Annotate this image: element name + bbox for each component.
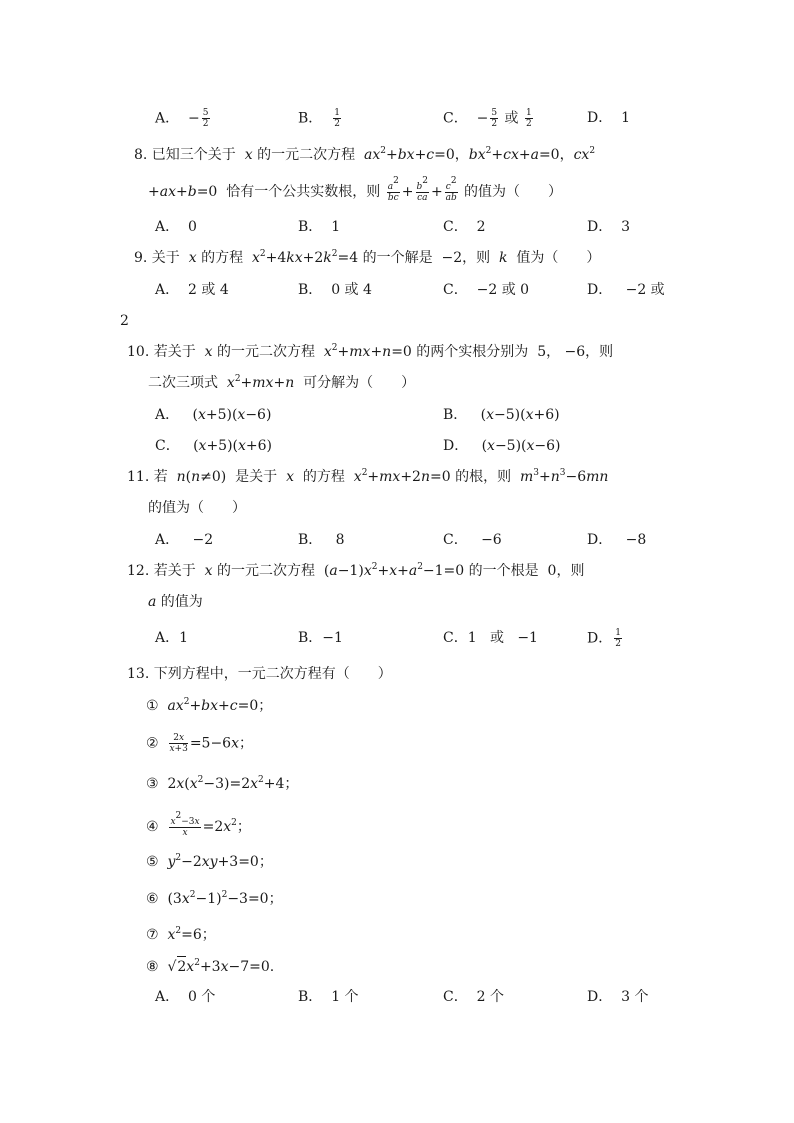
q9-option-b: B． 0 或 4 xyxy=(298,282,372,298)
q10-stem-line2: 二次三项式 $x^2+mx+n$ 可分解为（ ） xyxy=(148,374,416,391)
q13-item-1: ① $ax^2+bx+c=0$； xyxy=(146,697,273,714)
q13-stem: 13. 下列方程中，一元二次方程有（ ） xyxy=(127,666,392,682)
q11-option-d: D． −8 xyxy=(587,532,647,548)
q13-item-5: ⑤ $y^2-2xy+3=0$； xyxy=(146,853,273,870)
q10-option-d: D． (x−5)(x−6) xyxy=(443,438,561,454)
q9-option-c: C． −2 或 0 xyxy=(443,282,530,298)
q9-option-d-wrap: 2 xyxy=(120,313,129,329)
q13-option-c: C． 2 个 xyxy=(443,989,504,1005)
q12-stem-line2: a 的值为 xyxy=(148,594,203,610)
q7-option-b: B． $\frac{1}{2}$ xyxy=(298,108,340,129)
q8-option-d: D． 3 xyxy=(587,219,631,235)
q8-option-a: A． 0 xyxy=(155,219,197,235)
q13-option-b: B． 1 个 xyxy=(298,989,359,1005)
q11-option-c: C． −6 xyxy=(443,532,502,548)
q12-option-b: B．−1 xyxy=(298,630,343,646)
q13-item-6: ⑥ $(3x^2-1)^2-3=0$； xyxy=(146,890,283,907)
q12-option-a: A．1 xyxy=(155,630,189,646)
q13-item-7: ⑦ $x^2=6$； xyxy=(146,926,216,943)
q11-stem-line1: 11. 若 n(n≠0) 是关于 x 的方程 $x^2+mx+2n=0$ 的根，则 $m^3+n^3-6mn$ xyxy=(127,468,609,485)
q10-option-a: A． (x+5)(x−6) xyxy=(155,407,272,423)
q13-item-8: ⑧ $√2x^2+3x-7=0$. xyxy=(146,958,275,975)
q8-stem-line1: 8. 已知三个关于 x 的一元二次方程 $ax^2+bx+c=0$，$bx^2+cx+a=0$，$cx^2$ xyxy=(134,146,596,163)
q9-option-d: D． −2 或 xyxy=(587,282,665,298)
q11-option-a: A． −2 xyxy=(155,532,214,548)
q8-stem-line2: +ax+b=0 恰有一个公共实数根，则 $\frac{a^2}{bc}$ + $\frac{b^2}{ca}$ + $\frac{c^2}{ab}$ 的值为（ ） xyxy=(148,176,562,203)
q7-option-c: C． − $\frac{5}{2}$ 或 $\frac{1}{2}$ xyxy=(443,108,532,129)
q11-option-b: B． 8 xyxy=(298,532,345,548)
q13-item-2: ② $\frac{2x}{x+3}$ =5−6x； xyxy=(146,733,253,754)
q10-option-c: C． (x+5)(x+6) xyxy=(155,438,273,454)
q12-option-d: D． $\frac{1}{2}$ xyxy=(587,628,621,649)
q12-stem-line1: 12. 若关于 x 的一元二次方程 $(a-1)x^2+x+a^2-1=0$ 的一个根是 0，则 xyxy=(127,562,585,579)
q9-stem: 9. 关于 x 的方程 $x^2+4kx+2k^2=4$ 的一个解是 −2，则 k 值为（ ） xyxy=(134,249,601,266)
q13-item-4: ④ $\frac{x^2-3x}{x}$ $=2x^2$； xyxy=(146,811,251,838)
q11-stem-line2: 的值为（ ） xyxy=(148,500,246,516)
q13-option-a: A． 0 个 xyxy=(155,989,216,1005)
q8-option-c: C． 2 xyxy=(443,219,486,235)
q10-stem-line1: 10. 若关于 x 的一元二次方程 $x^2+mx+n=0$ 的两个实根分别为 5， −6，则 xyxy=(127,343,614,360)
q13-item-3: ③ $2x(x^2-3)=2x^2+4$； xyxy=(146,775,299,792)
q8-option-b: B． 1 xyxy=(298,219,341,235)
q7-option-d: D． 1 xyxy=(587,110,631,126)
q10-option-b: B． (x−5)(x+6) xyxy=(443,407,560,423)
q9-option-a: A． 2 或 4 xyxy=(155,282,229,298)
q7-option-a: A． − $\frac{5}{2}$ xyxy=(155,108,209,129)
q12-option-c: C．1 或 −1 xyxy=(443,630,538,646)
q13-option-d: D． 3 个 xyxy=(587,989,649,1005)
